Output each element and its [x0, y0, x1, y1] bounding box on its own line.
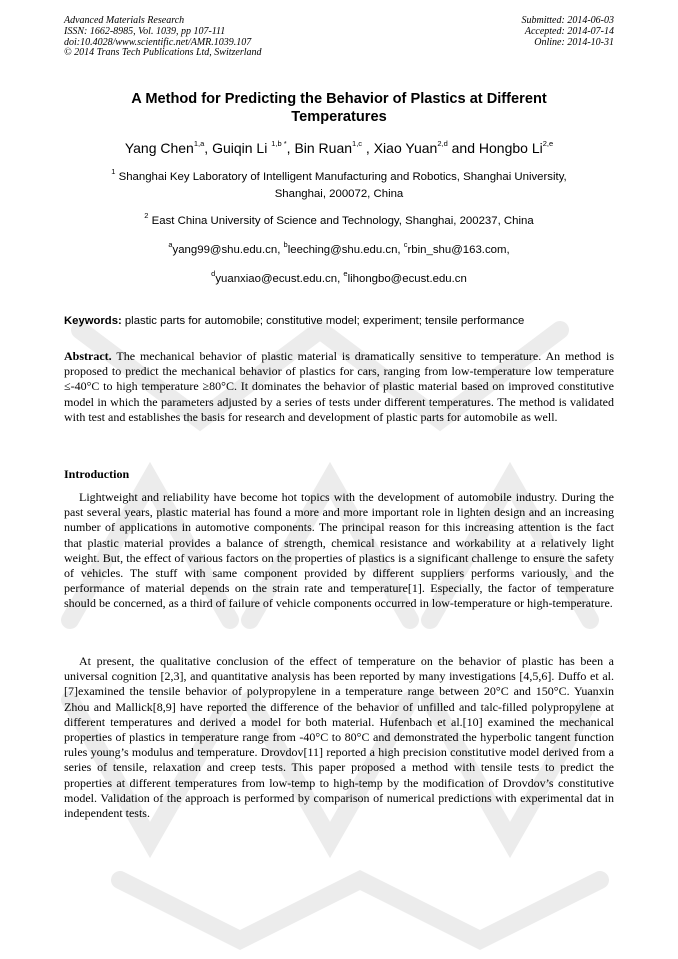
affiliation-number: 1 [111, 167, 116, 177]
author-sep: , [286, 140, 295, 156]
copyright-line: © 2014 Trans Tech Publications Ltd, Switzerland [64, 47, 262, 59]
author-list [60, 139, 618, 157]
author-name: Bin Ruan [294, 140, 353, 156]
email-address[interactable]: leeching@shu.edu.cn, [287, 244, 404, 256]
email-line-1 [60, 242, 618, 258]
doi-line: doi:10.4028/www.scientific.net/AMR.1039.107 [64, 36, 252, 48]
affiliation-number: 2 [144, 211, 149, 221]
journal-name: Advanced Materials Research [64, 15, 185, 26]
accepted-date: Accepted: 2014-07-14 [524, 25, 614, 37]
author-name: Hongbo Li [478, 140, 543, 156]
affiliation-1 [78, 169, 600, 203]
keywords-label: Keywords: [64, 315, 122, 327]
email-address[interactable]: rbin_shu@163.com, [407, 244, 510, 256]
title-line-1: A Method for Predicting the Behavior of Plastics at Different [131, 91, 547, 107]
author-sup: 2,d [437, 139, 448, 149]
affiliation-line-1: Shanghai Key Laboratory of Intelligent Manufacturing and Robotics, Shanghai University, [118, 171, 567, 183]
author-name: Yang Chen [124, 140, 194, 156]
email-sup: d [211, 269, 216, 279]
author-sep: , [362, 140, 374, 156]
online-date: Online: 2014-10-31 [534, 36, 614, 48]
abstract-label: Abstract. [64, 349, 112, 363]
journal-info [64, 16, 262, 59]
author-sup: 1,b * [271, 139, 287, 149]
email-sup: e [343, 269, 348, 279]
issn-line: ISSN: 1662-8985, Vol. 1039, pp 107-111 [64, 25, 226, 37]
author-sep: and [447, 140, 479, 156]
affiliation-line-2: Shanghai, 200072, China [274, 188, 404, 200]
email-sup: a [168, 240, 173, 250]
dates-info [522, 16, 615, 48]
author-sup: 1,a [193, 139, 205, 149]
affiliation-2 [60, 213, 618, 229]
email-sup: b [283, 240, 288, 250]
title-line-2: Temperatures [291, 109, 387, 125]
email-address[interactable]: yang99@shu.edu.cn, [172, 244, 284, 256]
author-name: Xiao Yuan [373, 140, 438, 156]
email-address[interactable]: yuanxiao@ecust.edu.cn, [215, 273, 344, 285]
paper-title [60, 90, 618, 126]
intro-paragraph-1: Lightweight and reliability have become hot topics with the development of automobile industry. During the past several years, plastic material has found a more and more important role in lighten design and an increasing number of applications in automotive components. The principal reason for this increasing attention is the fact that plastic material provides a balance of strength, chemical resistance and workability at a relatively light weight. But, the effect of various factors on the properties of plastics is a significant challenge to ensure the safety of vehicles. The stuff with same component provided by different suppliers performs variously, and the performance of material depends on the strain rate and temperature[1]. Especially, the factor of temperature should be concerned, as a third of failure of vehicle components occurred in low-temperature or high-temperature. [64, 490, 614, 611]
email-line-2 [60, 271, 618, 287]
author-sup: 1,c [352, 139, 363, 149]
abstract [64, 349, 614, 425]
affiliation-text: East China University of Science and Technology, Shanghai, 200237, China [151, 215, 534, 227]
author-name: Guiqin Li [212, 140, 268, 156]
email-sup: c [403, 240, 408, 250]
keywords [64, 313, 620, 329]
author-sup: 2,e [542, 139, 554, 149]
author-sep: , [204, 140, 213, 156]
intro-paragraph-2: At present, the qualitative conclusion of the effect of temperature on the behavior of plastic has been a universal cognition [2,3], and quantitative analysis has been reported by many investigations [4,5,6]. Duffo et al.[7]examined the tensile behavior of polypropylene in a temperature range between 20°C and 150°C. Yuanxin Zhou and Mallick[8,9] have reported the difference of the behavior of unfilled and talc-filled polypropylene at different temperatures and derived a model for both material. Hufenbach et al.[10] examined the mechanical properties of plastics in temperature range from -40°C to 80°C and demonstrated the hyperbolic tangent function rules young’s modulus and temperature. Drovdov[11] reported a high precision constitutive model derived from a series of tensile, relaxation and creep tests. This paper proposed a method with tensile tests to predict the properties at different temperatures from low-temp to high-temp by the modification of Drovdov’s constitutive model. Validation of the approach is performed by comparison of numerical predictions with experimental dat in independent tests. [64, 654, 614, 821]
submitted-date: Submitted: 2014-06-03 [521, 15, 614, 26]
keywords-text: plastic parts for automobile; constitutive model; experiment; tensile performance [121, 315, 525, 327]
section-heading-introduction: Introduction [64, 467, 130, 481]
email-address[interactable]: lihongbo@ecust.edu.cn [347, 273, 467, 285]
abstract-text: The mechanical behavior of plastic material is dramatically sensitive to temperature. An method is proposed to predict the mechanical behavior of plastics for cars, ranging from low-temperature low temperature ≤-40°C to high temperature ≥80°C. It dominates the behavior of plastic material based on improved constitutive model in which the parameters adjusted by a series of tests under different temperatures. The method is validated with test and establishes the basis for research and development of plastic parts for automobile as well. [64, 349, 614, 424]
